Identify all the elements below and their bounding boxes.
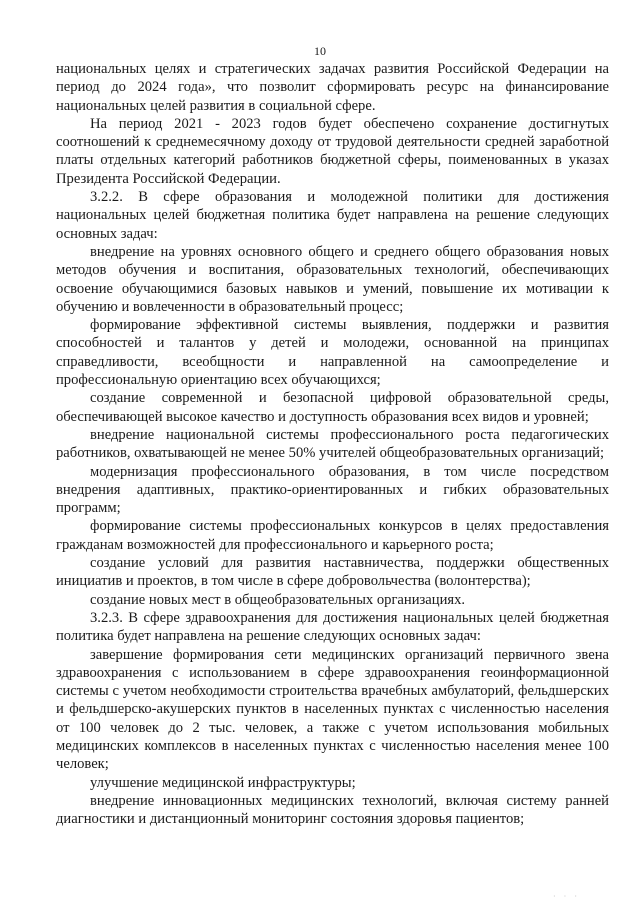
paragraph-1: национальных целях и стратегических задачах развития Российской Федерации на период до 2024 года», что позволит сформировать ресурс на финансирование национальных целей развития в социальной сфере. — [56, 61, 609, 114]
page-number: 10 — [314, 44, 326, 58]
paragraph-11: создание новых мест в общеобразовательных организациях. — [90, 591, 466, 608]
paragraph-13: завершение формирования сети медицинских организаций первичного звена здравоохранения с использованием в сфере здравоохранения геоинформационной системы с учетом необходимости строительства врачебных амбулаторий, фельдшерских и фельдшерско-акушерских пунктов в населенных пунктах с численностью населения от 100 человек до 2 тыс. человек, а также с учетом использования мобильных медицинских комплексов в населенных пунктах с численностью населения менее 100 человек; — [56, 646, 609, 773]
paragraph-6: создание современной и безопасной цифровой образовательной среды, обеспечивающей высокое качество и доступность образования всех видов и уровней; — [56, 390, 609, 425]
paragraph-9: формирование системы профессиональных конкурсов в целях предоставления гражданам возможностей для профессионального и карьерного роста; — [56, 518, 609, 553]
scan-mark: · · · — [553, 892, 580, 901]
paragraph-12-section-heading: 3.2.3. В сфере здравоохранения для достижения национальных целей бюджетная политика будет направлена на решение следующих основных задач: — [56, 609, 609, 645]
document-body — [56, 60, 609, 828]
paragraph-2: На период 2021 - 2023 годов будет обеспечено сохранение достигнутых соотношений к среднемесячному доходу от трудовой деятельности средней заработной платы отдельных категорий работников бюджетной сферы, поименованных в указах Президента Российской Федерации. — [56, 115, 609, 187]
paragraph-4: внедрение на уровнях основного общего и среднего общего образования новых методов обучения и воспитания, образовательных технологий, обеспечивающих освоение обучающимися базовых навыков и умений, повышение их мотивации к обучению и вовлеченности в образовательный процесс; — [56, 243, 609, 315]
paragraph-5: формирование эффективной системы выявления, поддержки и развития способностей и талантов у детей и молодежи, основанной на принципах справедливости, всеобщности и направленной на самоопределение и профессиональную ориентацию всех обучающихся; — [56, 317, 609, 389]
paragraph-7: внедрение национальной системы профессионального роста педагогических работников, охватывающей не менее 50% учителей общеобразовательных организаций; — [56, 426, 609, 462]
paragraph-15: внедрение инновационных медицинских технологий, включая систему ранней диагностики и дистанционный мониторинг состояния здоровья пациентов; — [56, 792, 609, 828]
paragraph-10: создание условий для развития наставничества, поддержки общественных инициатив и проектов, в том числе в сфере добровольчества (волонтерства); — [56, 555, 609, 590]
paragraph-8: модернизация профессионального образования, в том числе посредством внедрения адаптивных, практико-ориентированных и гибких образовательных программ; — [56, 463, 609, 517]
paragraph-14: улучшение медицинской инфраструктуры; — [90, 774, 356, 791]
paragraph-3-section-heading: 3.2.2. В сфере образования и молодежной политики для достижения национальных целей бюджетная политика будет направлена на решение следующих основных задач: — [56, 189, 609, 242]
